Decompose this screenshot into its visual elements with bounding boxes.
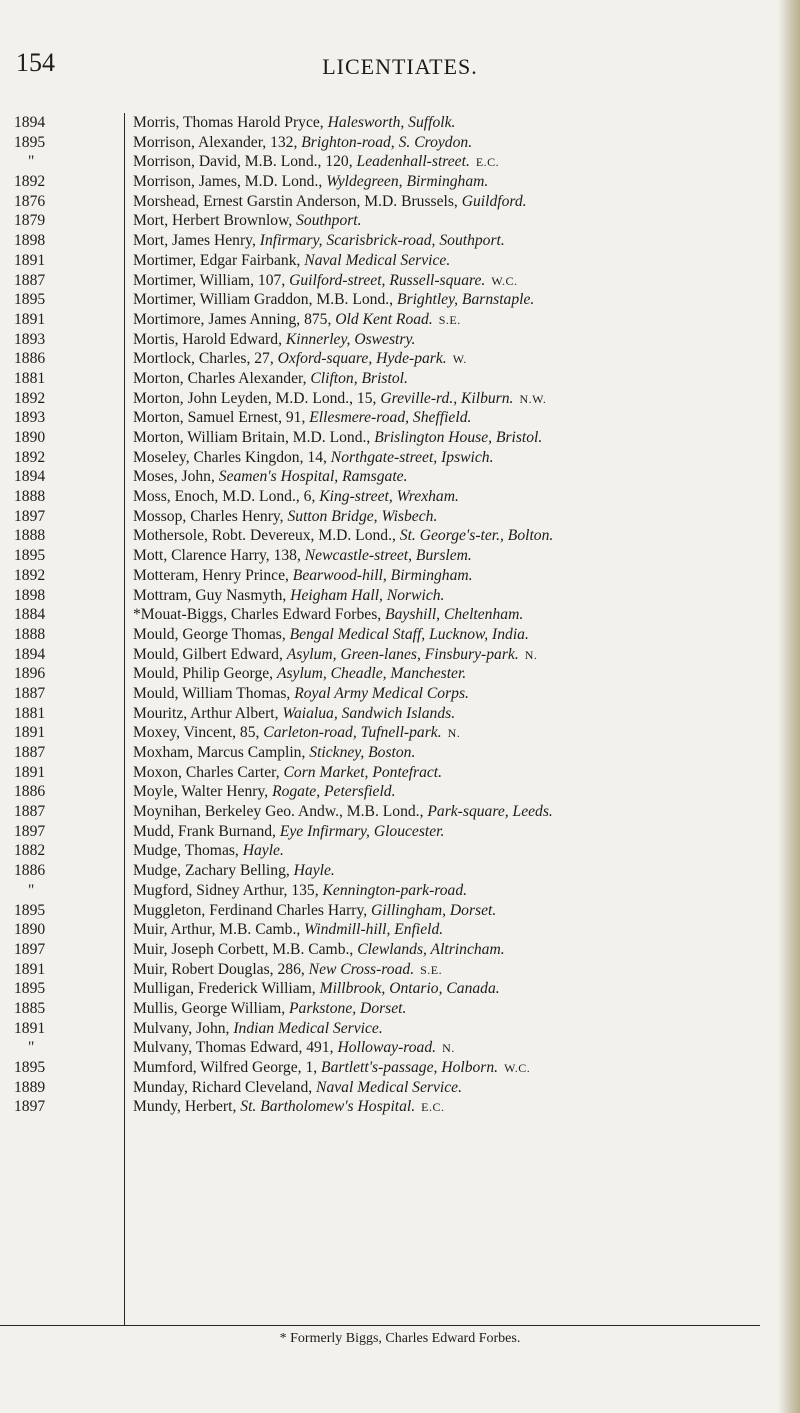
list-item <box>0 1097 790 1117</box>
entry-address: Naval Medical Service. <box>304 251 451 269</box>
entry-address: Brightley, Barnstaple. <box>396 291 535 309</box>
entry-address: Heigham Hall, Norwich. <box>290 586 445 604</box>
page-edge-shadow <box>778 0 800 1413</box>
entry-text <box>133 940 790 960</box>
entry-name-qualifications: Moynihan, Berkeley Geo. Andw., M.B. Lond., <box>133 803 428 821</box>
entry-address: Newcastle-street, Burslem. <box>304 547 472 565</box>
entry-name-qualifications: Mulvany, Thomas Edward, 491, <box>133 1039 338 1057</box>
entry-text <box>133 1038 790 1059</box>
entry-name-qualifications: Mulvany, John, <box>133 1019 234 1037</box>
entry-year: 1895 <box>14 901 46 919</box>
entry-address: Hayle. <box>242 842 284 860</box>
entry-year: 1887 <box>14 744 46 761</box>
entry-year: 1889 <box>14 1078 46 1096</box>
list-item <box>0 133 790 153</box>
entry-name-qualifications: Morrison, David, M.B. Lond., 120, <box>133 153 357 171</box>
list-item <box>0 723 790 743</box>
list-item <box>0 271 790 291</box>
entry-year: 1890 <box>14 921 46 939</box>
list-item <box>0 881 790 901</box>
running-head: LICENTIATES. <box>322 54 478 79</box>
entry-address: Sutton Bridge, Wisbech. <box>287 507 438 525</box>
entry-year: 1894 <box>14 645 46 663</box>
entry-name-qualifications: Mulligan, Frederick William, <box>133 980 320 998</box>
entry-year: 1892 <box>14 389 46 407</box>
entry-text <box>133 389 790 410</box>
entry-year: " <box>28 881 35 899</box>
entry-address: Guildford. <box>461 192 527 210</box>
entry-text <box>133 645 790 666</box>
entry-postal-district: S.E. <box>420 962 443 977</box>
entry-address: Indian Medical Service. <box>233 1019 383 1037</box>
entry-address: Kennington-park-road. <box>322 881 468 899</box>
entry-text <box>133 1097 790 1118</box>
entry-text <box>133 960 790 981</box>
entry-text <box>133 881 790 901</box>
entry-address: Northgate-street, Ipswich. <box>330 448 494 466</box>
list-item <box>0 901 790 921</box>
entry-year: 1891 <box>14 310 46 328</box>
entry-address: Ellesmere-road, Sheffield. <box>309 409 472 427</box>
entry-postal-district: N. <box>447 726 461 741</box>
list-item <box>0 349 790 369</box>
list-item <box>0 487 790 507</box>
entry-name-qualifications: Morton, John Leyden, M.D. Lond., 15, <box>133 389 381 407</box>
entry-text <box>133 172 790 192</box>
list-item <box>0 743 790 763</box>
list-item <box>0 192 790 212</box>
entry-year: " <box>28 1039 35 1057</box>
entry-postal-district: E.C. <box>421 1100 445 1115</box>
entry-year: 1898 <box>14 232 46 250</box>
entry-name-qualifications: Mumford, Wilfred George, 1, <box>133 1059 322 1076</box>
entry-text <box>133 349 790 370</box>
entry-year: 1897 <box>14 940 46 958</box>
entry-address: Gillingham, Dorset. <box>371 901 497 919</box>
entry-address: Millbrook, Ontario, Canada. <box>319 980 500 998</box>
entry-text <box>133 487 790 507</box>
list-item <box>0 586 790 606</box>
list-item <box>0 526 790 546</box>
list-item <box>0 152 790 172</box>
entry-name-qualifications: Mortimer, William Graddon, M.B. Lond., <box>133 291 397 309</box>
entry-name-qualifications: Mortimer, Edgar Fairbank, <box>133 251 305 269</box>
entry-address: Infirmary, Scarisbrick-road, Southport. <box>259 232 505 250</box>
entry-text <box>133 861 790 881</box>
entry-name-qualifications: Moxon, Charles Carter, <box>133 763 284 781</box>
entry-address: Greville-rd., Kilburn. <box>380 389 514 407</box>
entry-address: Windmill-hill, Enfield. <box>304 921 444 939</box>
entry-year: 1895 <box>14 1059 46 1076</box>
entry-name-qualifications: Mott, Clarence Harry, 138, <box>133 547 305 565</box>
list-item <box>0 979 790 999</box>
entry-postal-district: N. <box>442 1041 455 1056</box>
entry-year: 1895 <box>14 291 46 309</box>
entry-year: 1897 <box>14 1098 46 1116</box>
entry-year: 1886 <box>14 350 46 368</box>
entry-text <box>133 1019 790 1039</box>
entry-year: 1891 <box>14 763 46 781</box>
entry-address: St. George's-ter., Bolton. <box>399 527 554 545</box>
entry-text <box>133 133 790 153</box>
list-item <box>0 841 790 861</box>
entry-name-qualifications: Morrison, James, M.D. Lond., <box>133 173 327 191</box>
entry-text <box>133 310 790 331</box>
entry-address: Halesworth, Suffolk. <box>327 114 456 131</box>
entry-year: 1897 <box>14 822 46 840</box>
entry-address: Parkstone, Dorset. <box>289 999 407 1017</box>
entry-text <box>133 625 790 645</box>
entry-name-qualifications: Moss, Enoch, M.D. Lond., 6, <box>133 488 320 506</box>
list-item <box>0 861 790 881</box>
entry-name-qualifications: Morrison, Alexander, 132, <box>133 133 302 151</box>
entry-text <box>133 802 790 822</box>
entry-list <box>0 113 790 1117</box>
entry-text <box>133 467 790 487</box>
entry-text <box>133 507 790 527</box>
list-item <box>0 999 790 1019</box>
entry-year: 1888 <box>14 527 46 545</box>
entry-name-qualifications: Mottram, Guy Nasmyth, <box>133 586 291 604</box>
entry-name-qualifications: Moxham, Marcus Camplin, <box>133 744 310 761</box>
entry-postal-district: W. <box>452 352 467 367</box>
entry-year: 1887 <box>14 684 46 702</box>
entry-name-qualifications: Morton, Charles Alexander, <box>133 369 311 387</box>
footnote-rule <box>0 1325 760 1326</box>
entry-year: 1887 <box>14 271 46 289</box>
entry-name-qualifications: Mullis, George William, <box>133 999 290 1017</box>
entry-name-qualifications: Mudge, Thomas, <box>133 842 243 860</box>
list-item <box>0 605 790 625</box>
entry-address: Carleton-road, Tufnell-park. <box>263 724 442 742</box>
entry-address: Bengal Medical Staff, Lucknow, India. <box>289 625 529 643</box>
entry-name-qualifications: Mudge, Zachary Belling, <box>133 862 294 880</box>
entry-postal-district: N.W. <box>519 391 547 406</box>
list-item <box>0 645 790 665</box>
entry-year: 1894 <box>14 468 46 486</box>
entry-text <box>133 526 790 546</box>
list-item <box>0 1078 790 1098</box>
entry-text <box>133 999 790 1019</box>
entry-name-qualifications: Muggleton, Ferdinand Charles Harry, <box>133 901 372 919</box>
entry-name-qualifications: Morris, Thomas Harold Pryce, <box>133 114 328 131</box>
entry-name-qualifications: Mortis, Harold Edward, <box>133 330 286 348</box>
entry-address: Rogate, Petersfield. <box>272 783 396 801</box>
entry-name-qualifications: Mould, Philip George, <box>133 665 277 683</box>
entry-text <box>133 664 790 684</box>
entry-name-qualifications: Mould, Gilbert Edward, <box>133 645 287 663</box>
list-item <box>0 763 790 783</box>
entry-name-qualifications: Mould, William Thomas, <box>133 684 295 702</box>
entry-text <box>133 192 790 212</box>
entry-name-qualifications: Muir, Arthur, M.B. Camb., <box>133 921 305 939</box>
entry-year: 1879 <box>14 212 46 230</box>
entry-address: Brislington House, Bristol. <box>374 429 543 446</box>
entry-name-qualifications: *Mouat-Biggs, Charles Edward Forbes, <box>133 606 386 624</box>
entry-postal-district: W.C. <box>504 1061 531 1075</box>
entry-address: Royal Army Medical Corps. <box>294 684 469 702</box>
entry-year: 1886 <box>14 783 46 801</box>
list-item <box>0 704 790 724</box>
list-item <box>0 566 790 586</box>
entry-text <box>133 684 790 704</box>
entry-name-qualifications: Mossop, Charles Henry, <box>133 507 288 525</box>
entry-text <box>133 408 790 428</box>
entry-postal-district: E.C. <box>475 155 500 170</box>
entry-text <box>133 822 790 842</box>
entry-year: 1888 <box>14 488 46 506</box>
entry-name-qualifications: Mortimer, William, 107, <box>133 271 290 289</box>
entry-text <box>133 546 790 566</box>
entry-text <box>133 1058 790 1079</box>
entry-text <box>133 231 790 251</box>
entry-text <box>133 586 790 606</box>
entry-address: New Cross-road. <box>308 960 415 978</box>
entry-name-qualifications: Mundy, Herbert, <box>133 1098 241 1116</box>
list-item <box>0 546 790 566</box>
entry-year: 1892 <box>14 448 46 466</box>
entry-year: 1887 <box>14 803 46 821</box>
entry-text <box>133 271 790 292</box>
entry-name-qualifications: Moxey, Vincent, 85, <box>133 724 264 742</box>
entry-address: Corn Market, Pontefract. <box>283 763 443 781</box>
list-item <box>0 290 790 310</box>
entry-name-qualifications: Moyle, Walter Henry, <box>133 783 273 801</box>
entry-address: Guilford-street, Russell-square. <box>289 271 486 289</box>
entry-name-qualifications: Morton, Samuel Ernest, 91, <box>133 409 310 427</box>
entry-text <box>133 841 790 861</box>
entry-address: Bartlett's-passage, Holborn. <box>321 1059 499 1076</box>
list-item <box>0 389 790 409</box>
entry-text <box>133 743 790 763</box>
entry-year: 1898 <box>14 586 46 604</box>
entry-address: Asylum, Green-lanes, Finsbury-park. <box>286 645 519 663</box>
entry-year: 1892 <box>14 566 46 584</box>
entry-address: Eye Infirmary, Gloucester. <box>279 822 445 840</box>
list-item <box>0 822 790 842</box>
entry-name-qualifications: Morshead, Ernest Garstin Anderson, M.D. Brussels, <box>133 192 462 210</box>
entry-address: Clewlands, Altrincham. <box>357 940 505 958</box>
list-item <box>0 467 790 487</box>
list-item <box>0 625 790 645</box>
entry-name-qualifications: Moses, John, <box>133 468 219 486</box>
entry-year: 1894 <box>14 114 46 131</box>
entry-name-qualifications: Mould, George Thomas, <box>133 625 290 643</box>
entry-text <box>133 920 790 940</box>
entry-name-qualifications: Mort, Herbert Brownlow, <box>133 212 297 230</box>
entry-name-qualifications: Moseley, Charles Kingdon, 14, <box>133 448 331 466</box>
entry-name-qualifications: Muir, Robert Douglas, 286, <box>133 960 309 978</box>
list-item <box>0 684 790 704</box>
entry-year: 1891 <box>14 960 46 978</box>
entry-address: St. Bartholomew's Hospital. <box>240 1098 416 1116</box>
entry-postal-district: N. <box>524 647 538 662</box>
list-item <box>0 802 790 822</box>
entry-year: 1896 <box>14 665 46 683</box>
entry-year: 1881 <box>14 369 46 387</box>
entry-address: Park-square, Leeds. <box>427 803 553 821</box>
entry-name-qualifications: Mugford, Sidney Arthur, 135, <box>133 881 323 899</box>
entry-text <box>133 566 790 586</box>
entry-name-qualifications: Mothersole, Robt. Devereux, M.D. Lond., <box>133 527 400 545</box>
list-item <box>0 960 790 980</box>
entry-name-qualifications: Mortimore, James Anning, 875, <box>133 310 336 328</box>
entry-year: 1882 <box>14 842 46 860</box>
entry-name-qualifications: Mudd, Frank Burnand, <box>133 822 280 840</box>
entry-text <box>133 782 790 802</box>
list-item <box>0 664 790 684</box>
entry-text <box>133 1078 790 1098</box>
list-item <box>0 369 790 389</box>
entry-address: Hayle. <box>293 862 335 880</box>
entry-text <box>133 605 790 625</box>
entry-year: 1895 <box>14 547 46 565</box>
list-item <box>0 310 790 330</box>
entry-postal-district: W.C. <box>491 273 518 288</box>
entry-text <box>133 369 790 389</box>
page-number: 154 <box>16 48 55 77</box>
list-item <box>0 1038 790 1058</box>
list-item <box>0 330 790 350</box>
entry-year: " <box>28 153 35 171</box>
entry-address: Leadenhall-street. <box>356 153 470 171</box>
list-item <box>0 408 790 428</box>
list-item <box>0 782 790 802</box>
entry-address: Bayshill, Cheltenham. <box>385 606 524 624</box>
entry-address: Waialua, Sandwich Islands. <box>282 704 456 722</box>
entry-year: 1895 <box>14 980 46 998</box>
entry-text <box>133 723 790 744</box>
entry-year: 1892 <box>14 173 46 191</box>
entry-address: Holloway-road. <box>337 1039 437 1057</box>
list-item <box>0 448 790 468</box>
entry-year: 1888 <box>14 625 46 643</box>
entry-name-qualifications: Mort, James Henry, <box>133 232 260 250</box>
list-item <box>0 920 790 940</box>
entry-address: Oxford-square, Hyde-park. <box>277 350 447 368</box>
entry-address: Old Kent Road. <box>335 310 433 328</box>
list-item <box>0 251 790 271</box>
entry-name-qualifications: Munday, Richard Cleveland, <box>133 1078 317 1096</box>
footnote: * Formerly Biggs, Charles Edward Forbes. <box>279 1331 521 1346</box>
list-item <box>0 172 790 192</box>
list-item <box>0 428 790 448</box>
entry-text <box>133 113 790 133</box>
entry-address: Southport. <box>296 212 362 230</box>
entry-year: 1884 <box>14 606 46 624</box>
entry-year: 1886 <box>14 862 46 880</box>
entry-address: Bearwood-hill, Birmingham. <box>292 566 473 584</box>
entry-year: 1885 <box>14 999 46 1017</box>
entry-text <box>133 428 790 448</box>
entry-address: Kinnerley, Oswestry. <box>285 330 416 348</box>
entry-year: 1890 <box>14 429 46 446</box>
entry-year: 1876 <box>14 192 46 210</box>
entry-year: 1897 <box>14 507 46 525</box>
entry-address: Seamen's Hospital, Ramsgate. <box>218 468 408 486</box>
entry-text <box>133 152 790 173</box>
entry-year: 1891 <box>14 724 46 742</box>
entry-text <box>133 979 790 999</box>
entry-year: 1893 <box>14 330 46 348</box>
entry-address: Wyldegreen, Birmingham. <box>326 173 489 191</box>
entry-address: Asylum, Cheadle, Manchester. <box>276 665 467 683</box>
entry-text <box>133 763 790 783</box>
entry-text <box>133 704 790 724</box>
list-item <box>0 940 790 960</box>
entry-address: Clifton, Bristol. <box>310 369 408 387</box>
entry-year: 1891 <box>14 251 46 269</box>
entry-year: 1893 <box>14 409 46 427</box>
entry-year: 1895 <box>14 133 46 151</box>
entry-year: 1891 <box>14 1019 46 1037</box>
list-item <box>0 211 790 231</box>
entry-text <box>133 330 790 350</box>
entry-year: 1881 <box>14 704 46 722</box>
entry-name-qualifications: Mouritz, Arthur Albert, <box>133 704 283 722</box>
entry-text <box>133 290 790 310</box>
list-item <box>0 113 790 133</box>
entry-name-qualifications: Morton, William Britain, M.D. Lond., <box>133 429 375 446</box>
list-item <box>0 1019 790 1039</box>
entry-text <box>133 211 790 231</box>
entry-text <box>133 251 790 271</box>
list-item <box>0 507 790 527</box>
entry-text <box>133 901 790 921</box>
entry-postal-district: S.E. <box>438 312 461 327</box>
list-item <box>0 1058 790 1078</box>
entry-name-qualifications: Mortlock, Charles, 27, <box>133 350 278 368</box>
entry-address: Naval Medical Service. <box>316 1078 462 1096</box>
entry-text <box>133 448 790 468</box>
list-item <box>0 231 790 251</box>
entry-name-qualifications: Muir, Joseph Corbett, M.B. Camb., <box>133 940 358 958</box>
entry-name-qualifications: Motteram, Henry Prince, <box>133 566 293 584</box>
entry-address: Brighton-road, S. Croydon. <box>301 133 473 151</box>
entry-address: Stickney, Boston. <box>309 744 416 761</box>
entry-address: King-street, Wrexham. <box>319 488 459 506</box>
